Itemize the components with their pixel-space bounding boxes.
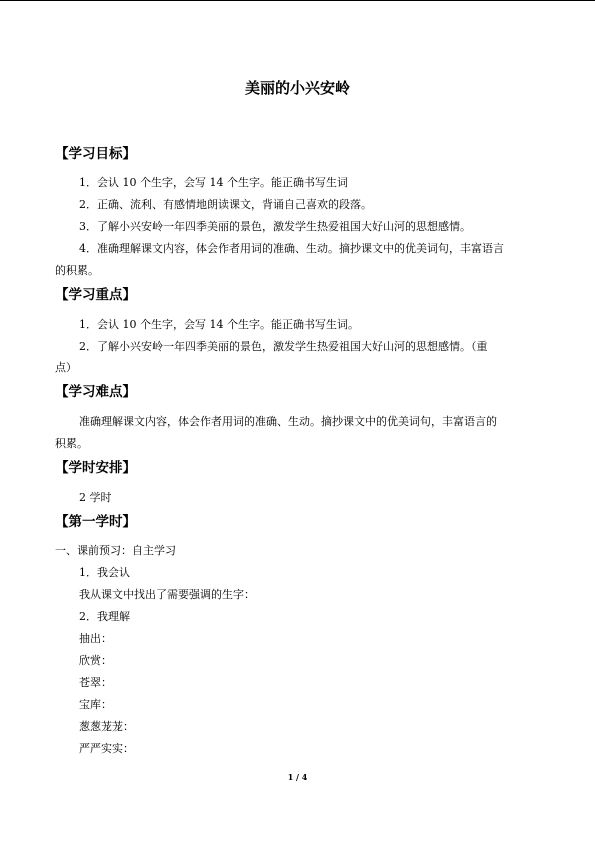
top-border-line	[0, 0, 595, 1]
vocab-item: 宝库：	[79, 698, 112, 711]
item-recognize: 1．我会认	[79, 566, 130, 579]
item-recognize-prompt: 我从课文中找出了需要强调的生字：	[79, 588, 255, 601]
vocab-item: 抽出：	[79, 632, 112, 645]
document-title: 美丽的小兴安岭	[244, 79, 350, 97]
heading-schedule: 【学时安排】	[55, 460, 136, 476]
vocab-item: 葱葱茏茏：	[79, 720, 134, 733]
key-point-line-2: 2．了解小兴安岭一年四季美丽的景色，激发学生热爱祖国大好山河的思想感情。（重	[79, 340, 488, 353]
heading-first-period: 【第一学时】	[55, 514, 136, 530]
heading-difficulties: 【学习难点】	[55, 384, 136, 400]
page-number: 1 / 4	[287, 772, 308, 782]
difficulty-line-1-cont: 积累。	[55, 437, 88, 450]
goal-line-4-cont: 的积累。	[55, 264, 99, 277]
goal-line-4: 4．准确理解课文内容，体会作者用词的准确、生动。摘抄课文中的优美词句，丰富语言	[79, 242, 504, 255]
vocab-item: 苍翠：	[79, 676, 112, 689]
schedule-line: 2 学时	[79, 491, 112, 504]
heading-learning-goals: 【学习目标】	[55, 146, 136, 162]
item-understand: 2．我理解	[79, 610, 130, 623]
vocab-item: 严严实实：	[79, 742, 134, 755]
difficulty-line-1: 准确理解课文内容，体会作者用词的准确、生动。摘抄课文中的优美词句，丰富语言的	[79, 415, 497, 428]
heading-key-points: 【学习重点】	[55, 287, 136, 303]
goal-line-1: 1．会认 10 个生字，会写 14 个生字。能正确书写生词	[79, 176, 348, 189]
outline-preview: 一、课前预习：自主学习	[55, 544, 176, 557]
key-point-line-1: 1．会认 10 个生字，会写 14 个生字。能正确书写生词。	[79, 318, 359, 331]
goal-line-3: 3．了解小兴安岭一年四季美丽的景色，激发学生热爱祖国大好山河的思想感情。	[79, 220, 471, 233]
vocab-item: 欣赏：	[79, 654, 112, 667]
goal-line-2: 2．正确、流利、有感情地朗读课文，背诵自己喜欢的段落。	[79, 198, 372, 211]
key-point-line-2-cont: 点）	[55, 361, 77, 374]
